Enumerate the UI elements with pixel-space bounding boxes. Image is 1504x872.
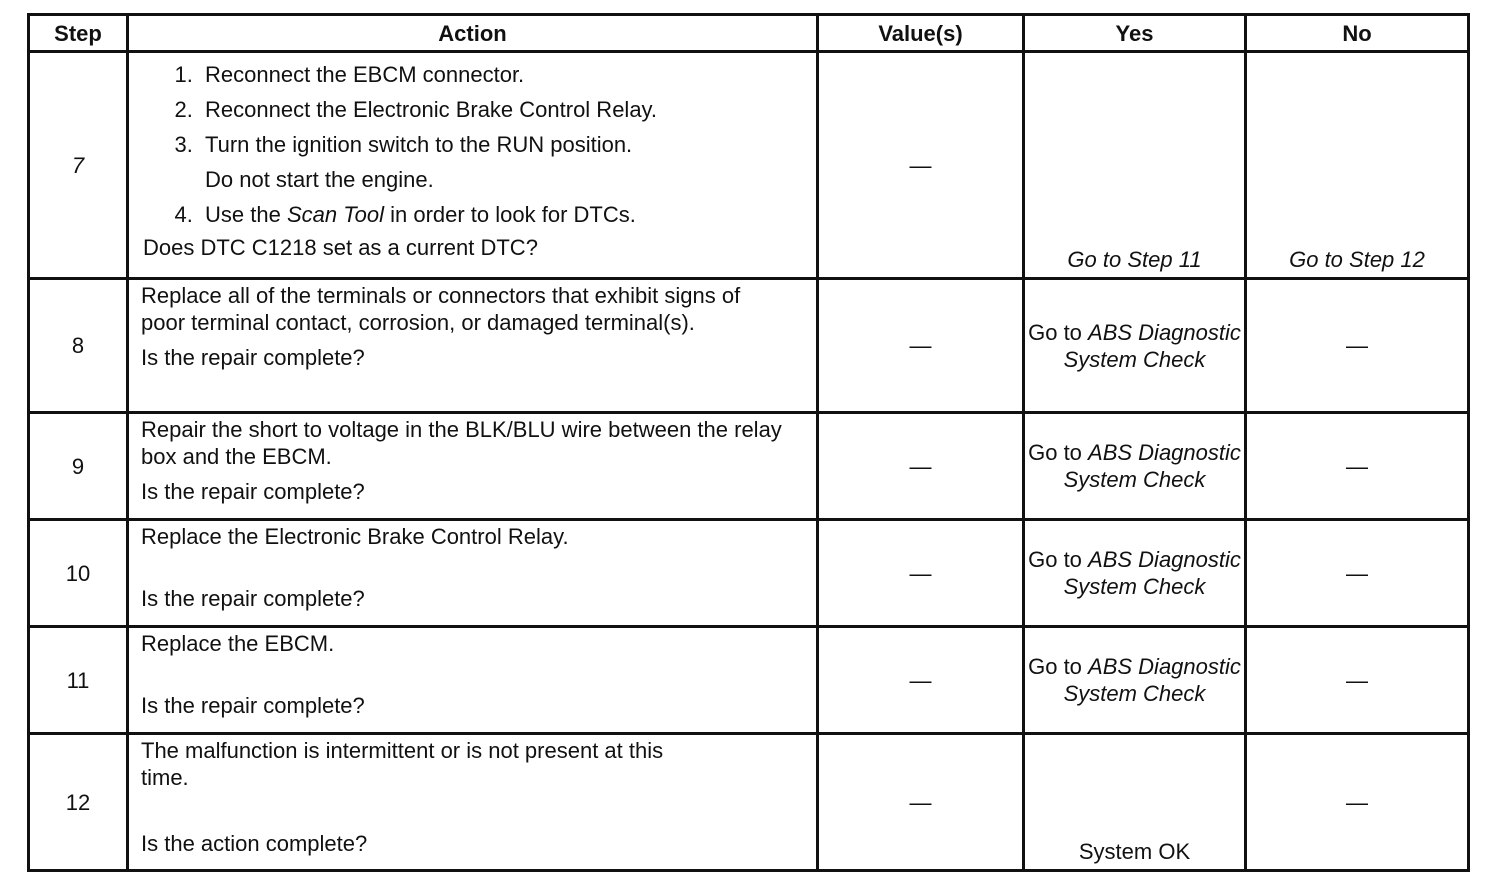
yes-cell: Go to ABS Diagnostic System Check (1024, 279, 1246, 413)
header-action: Action (128, 15, 818, 52)
step-number: 11 (29, 627, 128, 734)
header-yes: Yes (1024, 15, 1246, 52)
no-cell: — (1246, 413, 1469, 520)
value-cell: — (818, 413, 1024, 520)
no-cell: — (1246, 627, 1469, 734)
action-text: Replace all of the terminals or connectors that exhibit signs of poor terminal contact, corrosion, or damaged terminal(s). (141, 283, 741, 335)
table-row (29, 520, 1469, 627)
header-row (29, 15, 1469, 52)
scan-tool-term: Scan Tool (286, 202, 384, 227)
action-cell (128, 52, 818, 279)
action-question: Is the repair complete? (141, 345, 365, 370)
step-number: 8 (29, 279, 128, 413)
yes-cell: Go to ABS Diagnostic System Check (1024, 627, 1246, 734)
table-row (29, 734, 1469, 871)
header-values: Value(s) (818, 15, 1024, 52)
value-cell: — (818, 520, 1024, 627)
yes-cell: Go to ABS Diagnostic System Check (1024, 520, 1246, 627)
action-question: Is the action complete? (141, 831, 368, 856)
step-number: 12 (29, 734, 128, 871)
no-cell: — (1246, 279, 1469, 413)
action-question: Is the repair complete? (141, 479, 365, 504)
action-question: Does DTC C1218 set as a current DTC? (143, 235, 538, 260)
action-text: The malfunction is intermittent or is not present at this time. (141, 738, 664, 790)
yes-cell: System OK (1024, 734, 1246, 871)
step-number: 9 (29, 413, 128, 520)
table-row (29, 413, 1469, 520)
action-question: Is the repair complete? (141, 693, 365, 718)
step-number: 7 (29, 52, 128, 279)
table-row (29, 52, 1469, 279)
diagnostic-table (27, 13, 1470, 872)
action-cell (128, 413, 818, 520)
value-cell: — (818, 52, 1024, 279)
action-steps-list (143, 61, 808, 228)
action-cell (128, 627, 818, 734)
step-number: 10 (29, 520, 128, 627)
list-item: 3. Turn the ignition switch to the RUN position. Do not start the engine. (199, 131, 808, 193)
action-question: Is the repair complete? (141, 586, 365, 611)
header-step: Step (29, 15, 128, 52)
yes-cell: Go to Step 11 (1024, 52, 1246, 279)
action-cell (128, 734, 818, 871)
value-cell: — (818, 627, 1024, 734)
yes-cell: Go to ABS Diagnostic System Check (1024, 413, 1246, 520)
header-no: No (1246, 15, 1469, 52)
no-cell: Go to Step 12 (1246, 52, 1469, 279)
value-cell: — (818, 279, 1024, 413)
list-item: 1. Reconnect the EBCM connector. (199, 61, 808, 88)
no-cell: — (1246, 734, 1469, 871)
table-row (29, 627, 1469, 734)
list-item: 2. Reconnect the Electronic Brake Control Relay. (199, 96, 808, 123)
value-cell: — (818, 734, 1024, 871)
list-item: 4. Use the Scan Tool in order to look for DTCs. (199, 201, 808, 228)
table-row (29, 279, 1469, 413)
action-cell (128, 279, 818, 413)
no-cell: — (1246, 520, 1469, 627)
action-text: Replace the EBCM. (141, 631, 335, 656)
action-cell (128, 520, 818, 627)
action-text: Replace the Electronic Brake Control Relay. (141, 524, 569, 549)
action-text: Repair the short to voltage in the BLK/BLU wire between the relay box and the EBCM. (141, 417, 782, 469)
